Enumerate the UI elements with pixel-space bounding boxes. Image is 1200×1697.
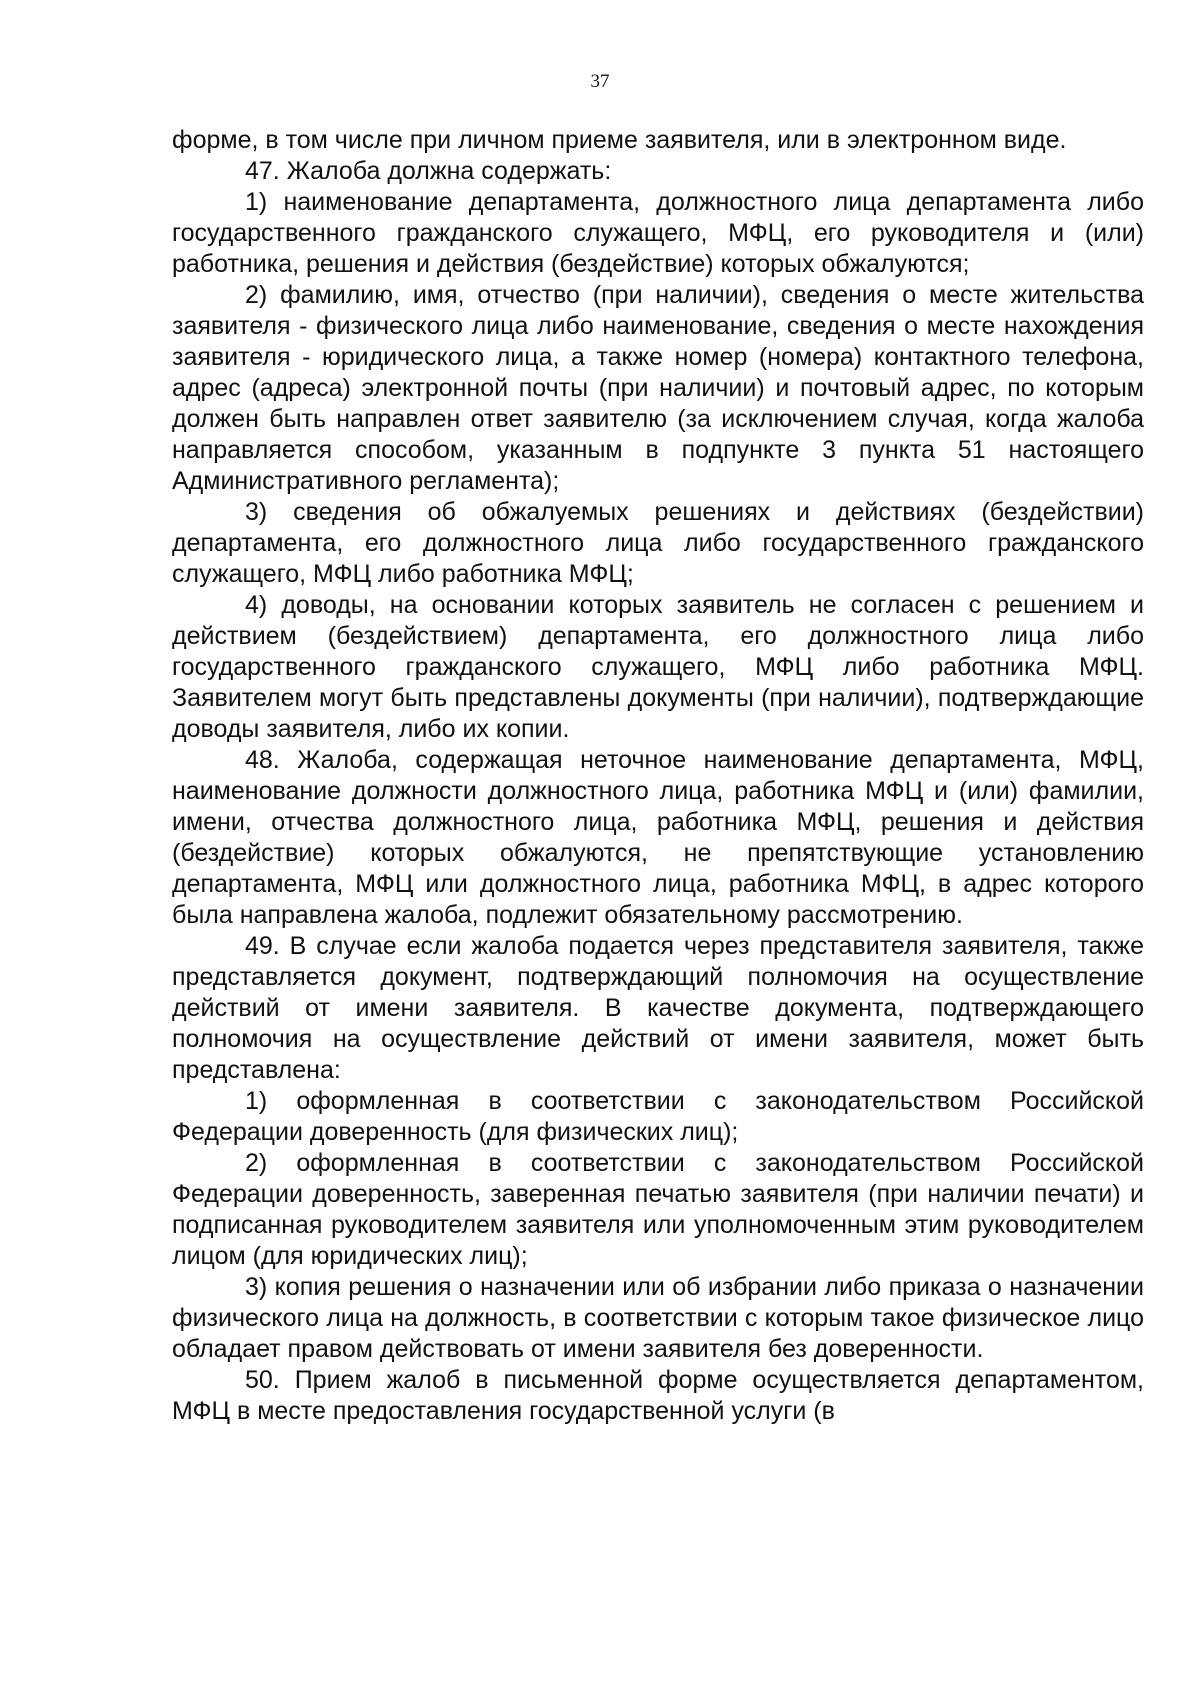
paragraph-47-heading: 47. Жалоба должна содержать:: [245, 157, 612, 185]
document-body: [172, 125, 1144, 1427]
paragraph-49: 49. В случае если жалоба подается через представителя заявителя, также представляется документ, подтверждающий полномочия на осуществление действий от имени заявителя. В качестве документа, подтверждающего полномочия на осуществление действий от имени заявителя, может быть представлена:: [172, 932, 1144, 1084]
paragraph-49-item-2: 2) оформленная в соответствии с законодательством Российской Федерации доверенность, заверенная печатью заявителя (при наличии печати) и подписанная руководителем заявителя или уполномоченным этим руководителем лицом (для юридических лиц);: [172, 1149, 1144, 1270]
paragraph-47-item-2: 2) фамилию, имя, отчество (при наличии), сведения о месте жительства заявителя - физического лица либо наименование, сведения о месте нахождения заявителя - юридического лица, а также номер (номера) контактного телефона, адрес (адреса) электронной почты (при наличии) и почтовый адрес, по которым должен быть направлен ответ заявителю (за исключением случая, когда жалоба направляется способом, указанным в подпункте 3 пункта 51 настоящего Административного регламента);: [172, 281, 1144, 495]
paragraph-continuation: форме, в том числе при личном приеме заявителя, или в электронном виде.: [172, 126, 1067, 154]
paragraph-48: 48. Жалоба, содержащая неточное наименование департамента, МФЦ, наименование должности должностного лица, работника МФЦ и (или) фамилии, имени, отчества должностного лица, работника МФЦ, решения и действия (бездействие) которых обжалуются, не препятствующие установлению департамента, МФЦ или должностного лица, работника МФЦ, в адрес которого была направлена жалоба, подлежит обязательному рассмотрению.: [172, 746, 1144, 929]
page-number: 37: [590, 71, 610, 92]
paragraph-50: 50. Прием жалоб в письменной форме осуществляется департаментом, МФЦ в месте предоставления государственной услуги (в: [172, 1366, 1144, 1425]
paragraph-47-item-3: 3) сведения об обжалуемых решениях и действиях (бездействии) департамента, его должностного лица либо государственного гражданского служащего, МФЦ либо работника МФЦ;: [172, 498, 1144, 588]
paragraph-47-item-1: 1) наименование департамента, должностного лица департамента либо государственного гражданского служащего, МФЦ, его руководителя и (или) работника, решения и действия (бездействие) которых обжалуются;: [172, 188, 1144, 278]
paragraph-47-item-4: 4) доводы, на основании которых заявитель не согласен с решением и действием (бездействием) департамента, его должностного лица либо государственного гражданского служащего, МФЦ либо работника МФЦ. Заявителем могут быть представлены документы (при наличии), подтверждающие доводы заявителя, либо их копии.: [172, 591, 1144, 743]
paragraph-49-item-3: 3) копия решения о назначении или об избрании либо приказа о назначении физического лица на должность, в соответствии с которым такое физическое лицо обладает правом действовать от имени заявителя без доверенности.: [172, 1273, 1144, 1363]
paragraph-49-item-1: 1) оформленная в соответствии с законодательством Российской Федерации доверенность (для физических лиц);: [172, 1087, 1144, 1146]
